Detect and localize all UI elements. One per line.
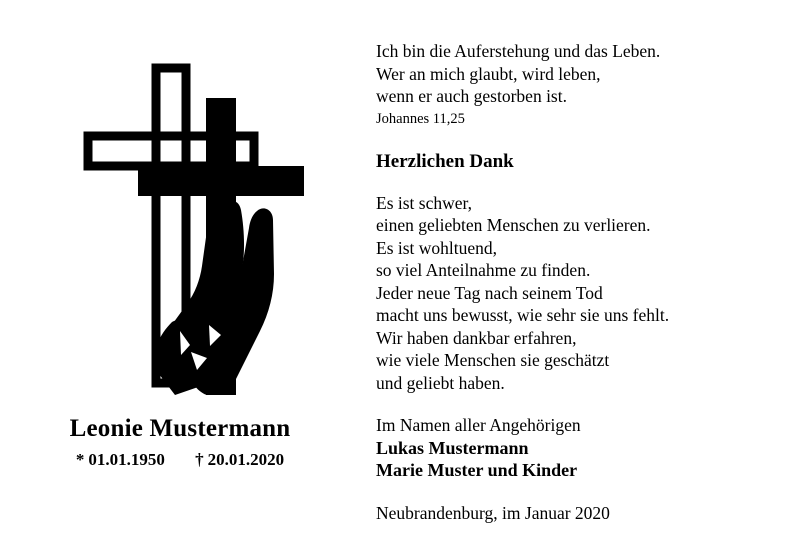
birth-date: 01.01.1950 — [88, 450, 165, 469]
poem-line: wie viele Menschen sie geschätzt — [376, 350, 610, 370]
bible-verse — [376, 40, 776, 129]
birth-symbol: * — [75, 450, 85, 469]
signature-name: Marie Muster und Kinder — [376, 460, 578, 480]
right-column — [376, 40, 776, 524]
deceased-name: Leonie Mustermann — [69, 415, 291, 442]
poem-line: macht uns bewusst, wie sehr sie uns fehlt. — [376, 305, 670, 325]
thanks-heading: Herzlichen Dank — [376, 150, 514, 172]
signature-block — [376, 414, 776, 482]
poem-line: und geliebt haben. — [376, 372, 505, 393]
verse-reference: Johannes 11,25 — [376, 110, 465, 127]
verse-line: Ich bin die Auferstehung und das Leben. — [376, 41, 661, 61]
death-symbol: † — [195, 450, 204, 469]
death-date: 20.01.2020 — [207, 450, 285, 469]
birth-date-group — [76, 450, 169, 469]
left-column — [0, 0, 360, 550]
signature-name: Lukas Mustermann — [376, 437, 529, 458]
poem-line: so viel Anteilnahme zu finden. — [376, 260, 591, 280]
signature-intro: Im Namen aller Angehörigen — [376, 415, 581, 435]
verse-line: Wer an mich glaubt, wird leben, — [376, 63, 601, 84]
death-date-group — [195, 450, 284, 469]
place-and-date: Neubrandenburg, im Januar 2020 — [376, 502, 610, 523]
poem-line: Es ist schwer, — [376, 192, 473, 213]
poem-line: Wir haben dankbar erfahren, — [376, 327, 577, 348]
poem-line: einen geliebten Menschen zu verlieren. — [376, 215, 651, 235]
poem-line: Jeder neue Tag nach seinem Tod — [376, 282, 603, 303]
poem-block — [376, 192, 776, 395]
cross-with-praying-hands-icon — [60, 40, 310, 395]
poem-line: Es ist wohltuend, — [376, 237, 498, 258]
verse-line: wenn er auch gestorben ist. — [376, 86, 567, 106]
life-dates — [0, 450, 360, 470]
